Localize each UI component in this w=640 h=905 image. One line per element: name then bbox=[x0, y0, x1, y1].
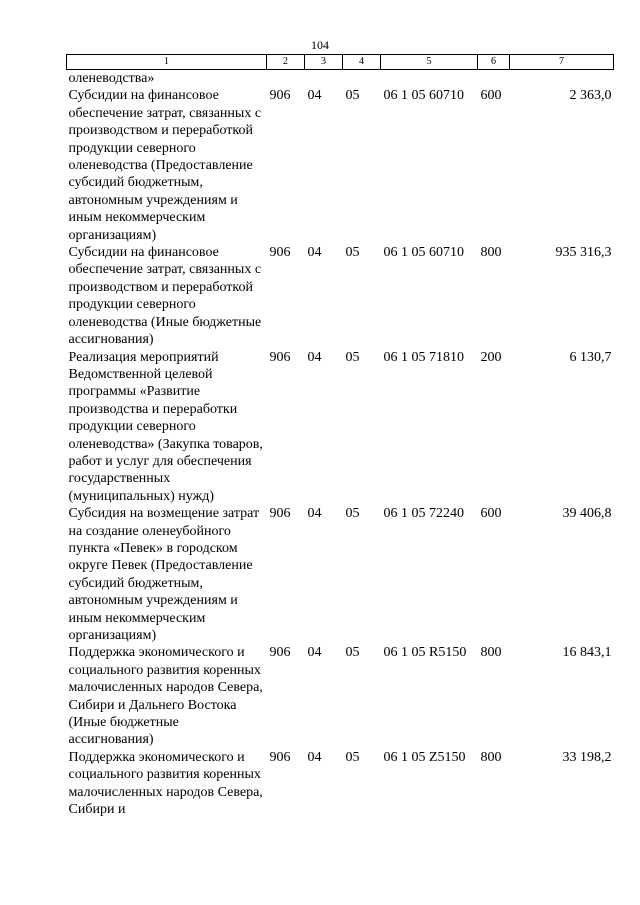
table-row bbox=[67, 349, 614, 506]
row-ved: 906 bbox=[269, 645, 291, 661]
row-pr: 05 bbox=[345, 245, 360, 261]
row-vr: 800 bbox=[480, 245, 502, 261]
column-header-4: 4 bbox=[343, 55, 381, 70]
row-rz: 04 bbox=[307, 645, 322, 661]
column-header-5: 5 bbox=[381, 55, 478, 70]
row-ved: 906 bbox=[269, 506, 291, 522]
row-ved: 906 bbox=[269, 245, 291, 261]
row-rz: 04 bbox=[307, 749, 322, 765]
column-header-1: 1 bbox=[67, 55, 267, 70]
row-name: Субсидия на возмещение затрат на создание оленеубойного пункта «Певек» в городском округе Певек (Предоставление субсидий бюджетным, автономным учреждениям и иным некоммерческим организациям) bbox=[68, 506, 260, 643]
row-sum: 2 363,0 bbox=[569, 88, 612, 104]
table-row bbox=[67, 749, 614, 819]
table-row bbox=[67, 644, 614, 748]
page-number: 104 bbox=[311, 38, 329, 52]
row-pr: 05 bbox=[345, 506, 360, 522]
row-ved: 906 bbox=[269, 749, 291, 765]
row-ved: 906 bbox=[269, 88, 291, 104]
row-name: Реализация мероприятий Ведомственной целевой программы «Развитие производства и переработки продукции северного оленеводства» (Закупка товаров, работ и услуг для обеспечения государственных (муниципальных) нужд) bbox=[68, 349, 263, 504]
row-sum: 6 130,7 bbox=[569, 349, 612, 365]
table-header-row bbox=[67, 55, 614, 70]
row-ved: 906 bbox=[269, 349, 291, 365]
row-name: Поддержка экономического и социального развития коренных малочисленных народов Севера, Сибири и bbox=[68, 749, 263, 818]
row-rz: 04 bbox=[307, 245, 322, 261]
row-vr: 800 bbox=[480, 645, 502, 661]
row-csr: 06 1 05 71810 bbox=[383, 349, 464, 365]
table-row bbox=[67, 505, 614, 644]
row-rz: 04 bbox=[307, 506, 322, 522]
row-pr: 05 bbox=[345, 645, 360, 661]
row-pr: 05 bbox=[345, 749, 360, 765]
row-pr: 05 bbox=[345, 88, 360, 104]
row-vr: 200 bbox=[480, 349, 502, 365]
table-row bbox=[67, 87, 614, 244]
column-header-7: 7 bbox=[510, 55, 614, 70]
column-header-3: 3 bbox=[305, 55, 343, 70]
row-vr: 600 bbox=[480, 88, 502, 104]
column-header-6: 6 bbox=[478, 55, 510, 70]
row-name: Субсидии на финансовое обеспечение затрат, связанных с производством и переработкой продукции северного оленеводства (Предоставление субсидий бюджетным, автономным учреждениям и иным некоммерческим организациям) bbox=[68, 88, 262, 243]
continuation-text: оленеводства» bbox=[68, 71, 155, 86]
row-csr: 06 1 05 60710 bbox=[383, 88, 464, 104]
row-sum: 935 316,3 bbox=[555, 245, 612, 261]
row-vr: 600 bbox=[480, 506, 502, 522]
row-vr: 800 bbox=[480, 749, 502, 765]
row-name: Поддержка экономического и социального развития коренных малочисленных народов Севера, Сибири и Дальнего Востока (Иные бюджетные ассигнования) bbox=[68, 645, 263, 748]
continuation-row bbox=[67, 70, 614, 88]
row-csr: 06 1 05 Z5150 bbox=[383, 749, 466, 765]
row-rz: 04 bbox=[307, 88, 322, 104]
row-pr: 05 bbox=[345, 349, 360, 365]
row-csr: 06 1 05 72240 bbox=[383, 506, 464, 522]
row-sum: 33 198,2 bbox=[562, 749, 612, 765]
row-csr: 06 1 05 60710 bbox=[383, 245, 464, 261]
row-csr: 06 1 05 R5150 bbox=[383, 645, 467, 661]
row-rz: 04 bbox=[307, 349, 322, 365]
row-name: Субсидии на финансовое обеспечение затрат, связанных с производством и переработкой продукции северного оленеводства (Иные бюджетные ассигнования) bbox=[68, 245, 262, 348]
budget-table bbox=[66, 54, 614, 818]
row-sum: 16 843,1 bbox=[562, 645, 612, 661]
row-sum: 39 406,8 bbox=[562, 506, 612, 522]
column-header-2: 2 bbox=[267, 55, 305, 70]
table-row bbox=[67, 244, 614, 348]
